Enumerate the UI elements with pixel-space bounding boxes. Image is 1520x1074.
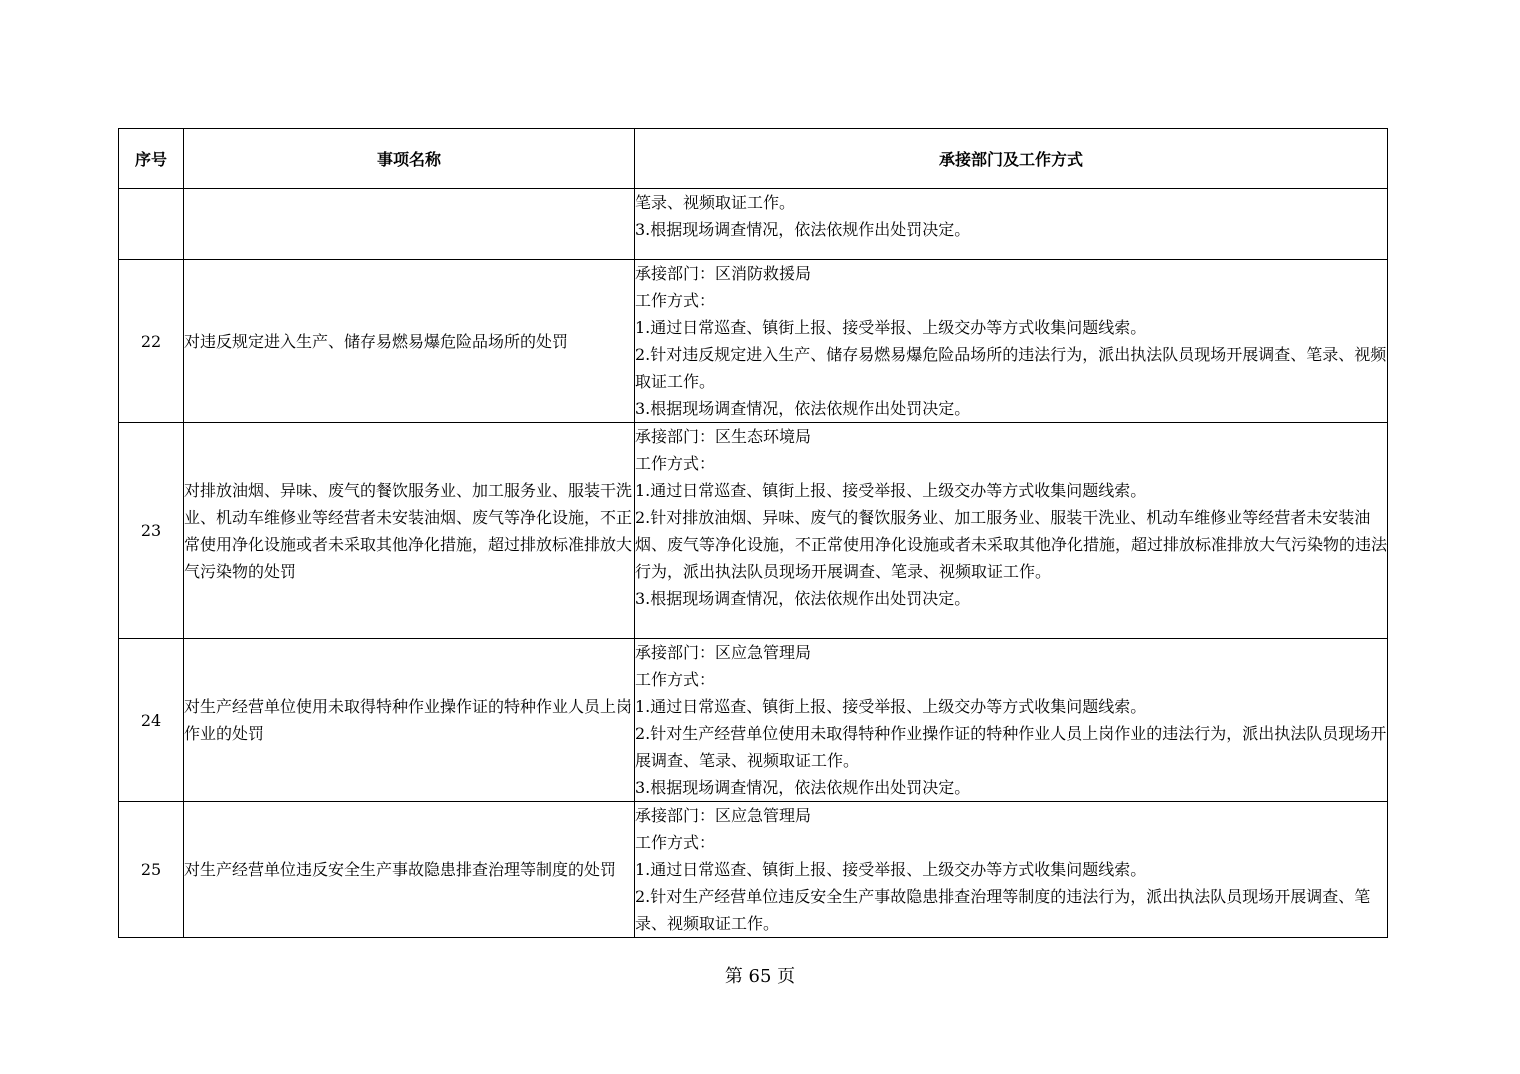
method-line: 2.针对生产经营单位使用未取得特种作业操作证的特种作业人员上岗作业的违法行为，派出执法队员现场开展调查、笔录、视频取证工作。 <box>635 724 1387 770</box>
seq-cell: 22 <box>119 260 184 423</box>
method-heading: 工作方式： <box>635 291 716 310</box>
table-row <box>119 423 1388 639</box>
method-cell <box>635 802 1388 938</box>
method-cell <box>635 189 1388 260</box>
department-line: 承接部门：区生态环境局 <box>635 427 812 446</box>
method-line: 1.通过日常巡查、镇街上报、接受举报、上级交办等方式收集问题线索。 <box>635 860 1147 879</box>
item-name-cell: 对排放油烟、异味、废气的餐饮服务业、加工服务业、服装干洗业、机动车维修业等经营者未安装油烟、废气等净化设施，不正常使用净化设施或者未采取其他净化措施，超过排放标准排放大气污染物的处罚 <box>184 423 635 639</box>
page-number: 第 65 页 <box>724 966 796 987</box>
item-name-cell <box>184 189 635 260</box>
method-line: 3.根据现场调查情况，依法依规作出处罚决定。 <box>635 220 971 239</box>
method-heading: 工作方式： <box>635 670 716 689</box>
table-row <box>119 639 1388 802</box>
header-department-method: 承接部门及工作方式 <box>635 129 1388 189</box>
department-line: 承接部门：区应急管理局 <box>635 643 812 662</box>
item-name-cell: 对生产经营单位违反安全生产事故隐患排查治理等制度的处罚 <box>184 802 635 938</box>
method-line: 1.通过日常巡查、镇街上报、接受举报、上级交办等方式收集问题线索。 <box>635 697 1147 716</box>
method-line: 3.根据现场调查情况，依法依规作出处罚决定。 <box>635 778 971 797</box>
method-line: 3.根据现场调查情况，依法依规作出处罚决定。 <box>635 399 971 418</box>
seq-cell: 25 <box>119 802 184 938</box>
method-line: 1.通过日常巡查、镇街上报、接受举报、上级交办等方式收集问题线索。 <box>635 318 1147 337</box>
table-row <box>119 802 1388 938</box>
method-line: 3.根据现场调查情况，依法依规作出处罚决定。 <box>635 589 971 608</box>
table-row <box>119 260 1388 423</box>
method-heading: 工作方式： <box>635 833 716 852</box>
item-name-cell: 对生产经营单位使用未取得特种作业操作证的特种作业人员上岗作业的处罚 <box>184 639 635 802</box>
department-line: 承接部门：区应急管理局 <box>635 806 812 825</box>
header-item-name: 事项名称 <box>184 129 635 189</box>
header-seq: 序号 <box>119 129 184 189</box>
method-line: 2.针对生产经营单位违反安全生产事故隐患排查治理等制度的违法行为，派出执法队员现场开展调查、笔录、视频取证工作。 <box>635 887 1371 933</box>
seq-cell <box>119 189 184 260</box>
method-heading: 工作方式： <box>635 454 716 473</box>
method-cell <box>635 423 1388 639</box>
method-line: 2.针对违反规定进入生产、储存易燃易爆危险品场所的违法行为，派出执法队员现场开展调查、笔录、视频取证工作。 <box>635 345 1387 391</box>
matters-table <box>118 128 1388 938</box>
method-line: 2.针对排放油烟、异味、废气的餐饮服务业、加工服务业、服装干洗业、机动车维修业等经营者未安装油烟、废气等净化设施，不正常使用净化设施或者未采取其他净化措施，超过排放标准排放大气污染物的违法行为，派出执法队员现场开展调查、笔录、视频取证工作。 <box>635 508 1388 581</box>
method-line: 笔录、视频取证工作。 <box>635 193 796 212</box>
seq-cell: 24 <box>119 639 184 802</box>
method-cell <box>635 260 1388 423</box>
method-cell <box>635 639 1388 802</box>
table-row <box>119 189 1388 260</box>
method-line: 1.通过日常巡查、镇街上报、接受举报、上级交办等方式收集问题线索。 <box>635 481 1147 500</box>
item-name-cell: 对违反规定进入生产、储存易燃易爆危险品场所的处罚 <box>184 260 635 423</box>
seq-cell: 23 <box>119 423 184 639</box>
department-line: 承接部门：区消防救援局 <box>635 264 812 283</box>
table-header-row <box>119 129 1388 189</box>
